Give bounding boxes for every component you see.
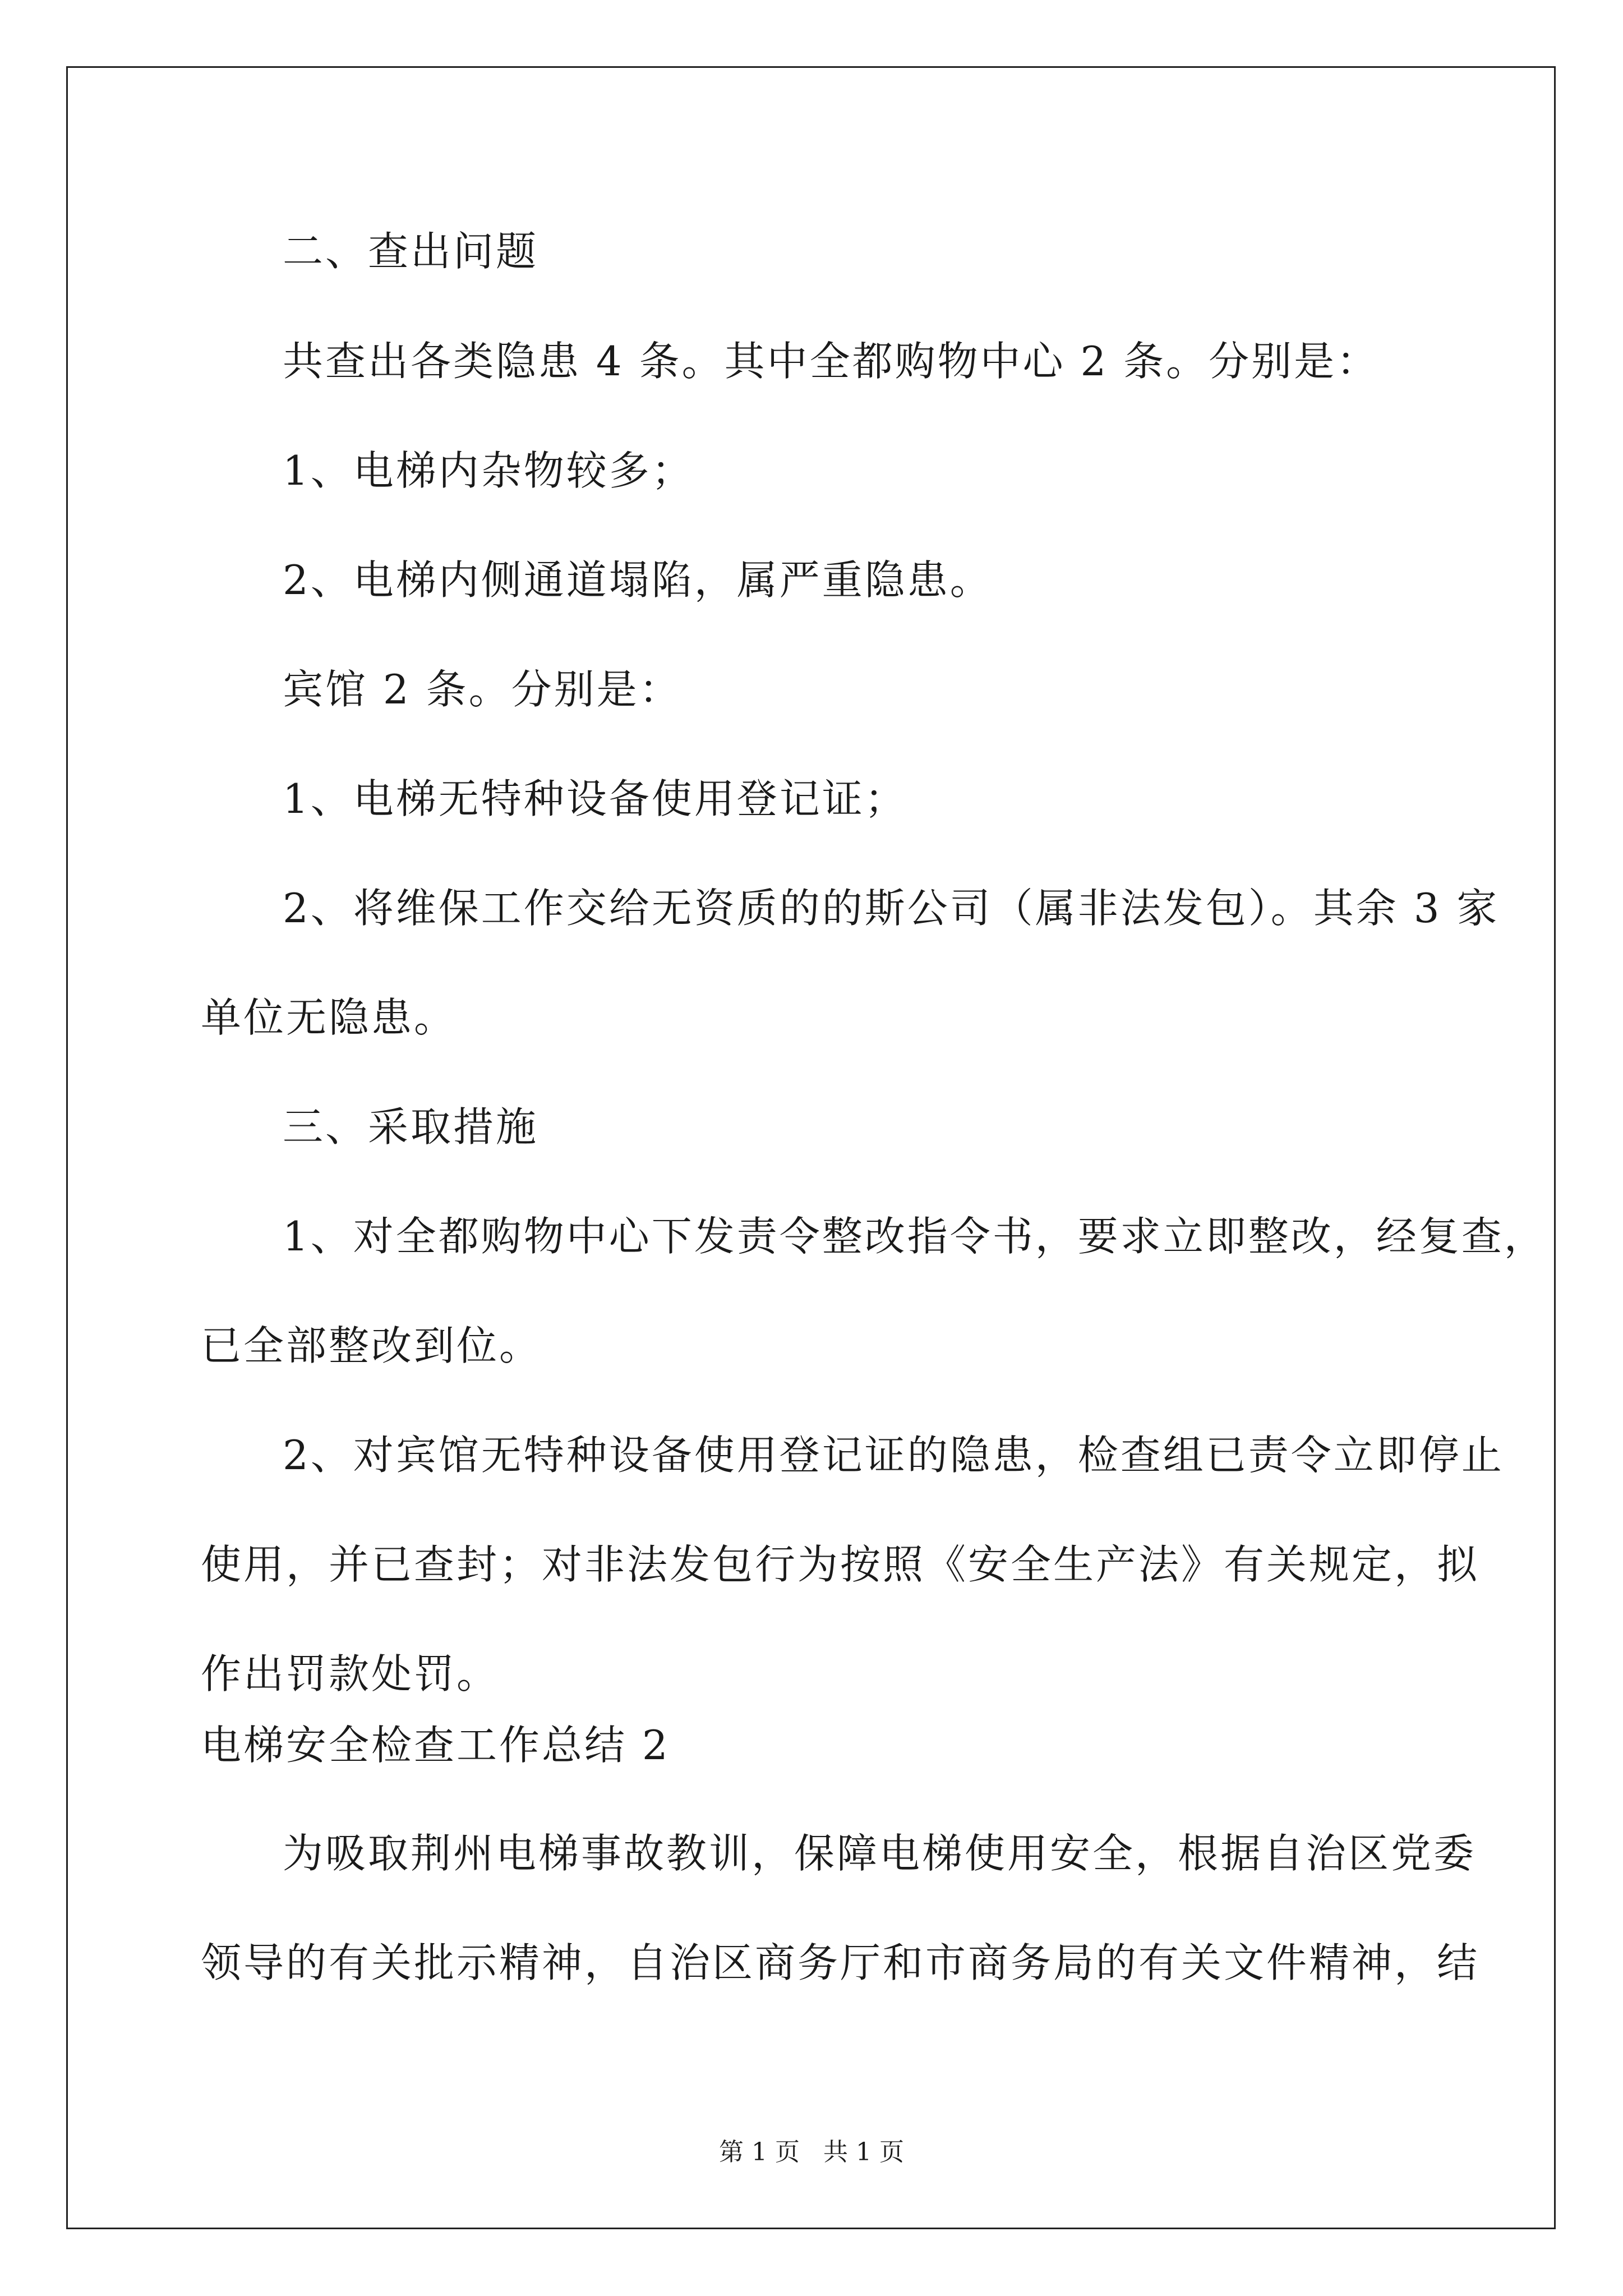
list-item: 2、电梯内侧通道塌陷，属严重隐患。 xyxy=(283,556,993,604)
paragraph-line: 作出罚款处罚。 xyxy=(201,1650,500,1697)
paragraph-line: 单位无隐患。 xyxy=(201,994,457,1041)
list-item: 2、将维保工作交给无资质的的斯公司（属非法发包）。其余 3 家 xyxy=(283,885,1500,932)
paragraph-line: 已全部整改到位。 xyxy=(201,1322,542,1369)
document-title: 电梯安全检查工作总结 2 xyxy=(201,1722,670,1769)
section-heading: 三、采取措施 xyxy=(283,1103,539,1151)
section-heading: 二、查出问题 xyxy=(283,228,539,275)
paragraph-line: 共查出各类隐患 4 条。其中全都购物中心 2 条。分别是： xyxy=(283,338,1380,385)
page-footer: 第 1 页 共 1 页 xyxy=(719,2138,904,2166)
paragraph-line: 为吸取荆州电梯事故教训，保障电梯使用安全，根据自治区党委 xyxy=(283,1830,1477,1877)
list-item: 1、对全都购物中心下发责令整改指令书，要求立即整改，经复查， xyxy=(283,1213,1547,1260)
list-item: 1、电梯内杂物较多； xyxy=(283,447,694,494)
paragraph-line: 宾馆 2 条。分别是： xyxy=(283,666,682,713)
paragraph-line: 领导的有关批示精神，自治区商务厅和市商务局的有关文件精神，结 xyxy=(201,1939,1480,1986)
paragraph-line: 使用，并已查封；对非法发包行为按照《安全生产法》有关规定，拟 xyxy=(201,1541,1480,1588)
list-item: 1、电梯无特种设备使用登记证； xyxy=(283,775,907,822)
list-item: 2、对宾馆无特种设备使用登记证的隐患，检查组已责令立即停止 xyxy=(283,1432,1504,1479)
